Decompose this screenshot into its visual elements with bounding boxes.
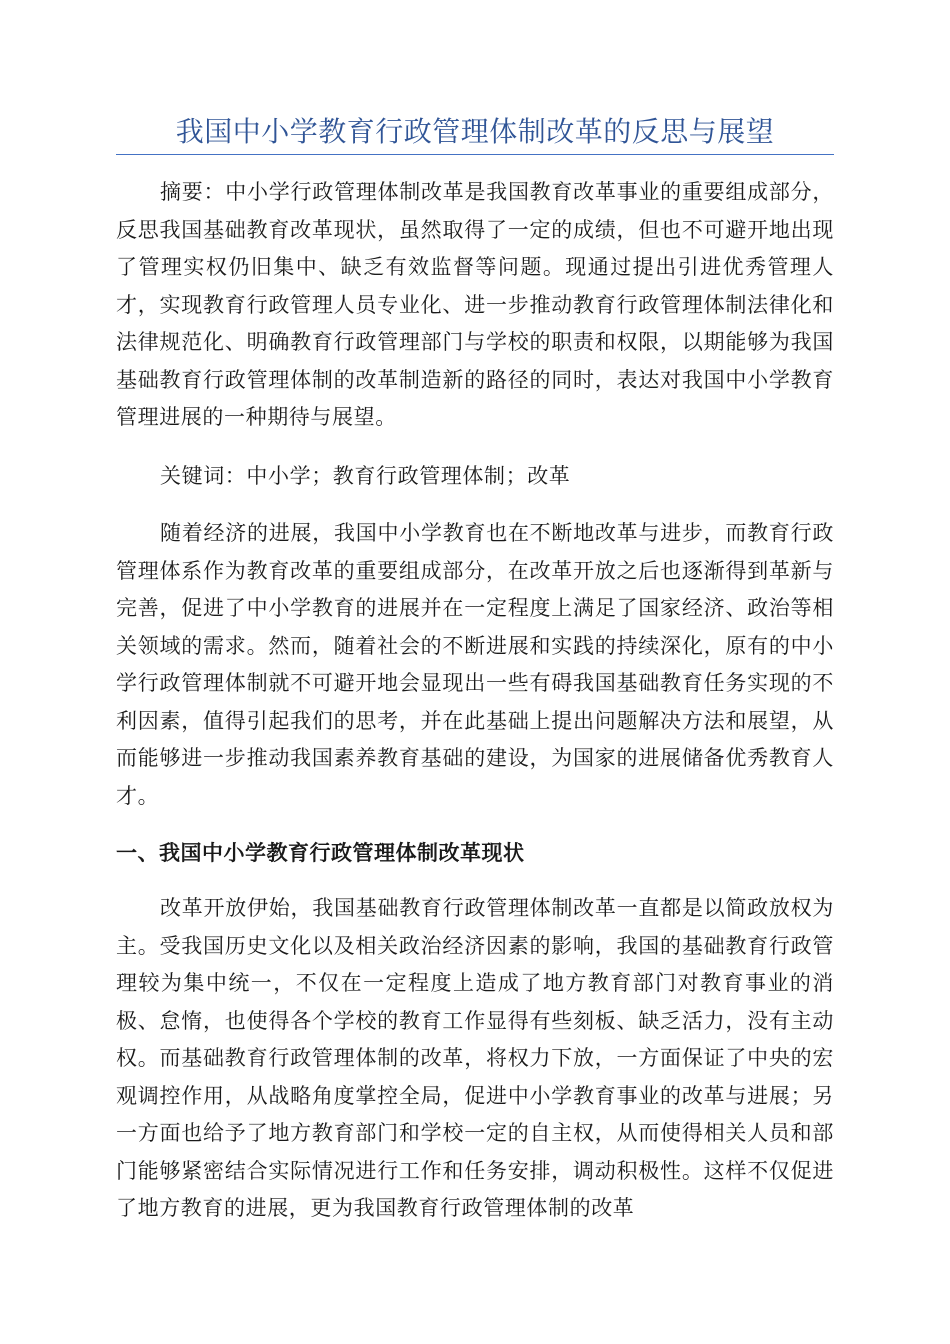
abstract-paragraph: 摘要：中小学行政管理体制改革是我国教育改革事业的重要组成部分，反思我国基础教育改革现状，虽然取得了一定的成绩，但也不可避开地出现了管理实权仍旧集中、缺乏有效监督等问题。现通过提出引进优秀管理人才，实现教育行政管理人员专业化、进一步推动教育行政管理体制法律化和法律规范化、明确教育行政管理部门与学校的职责和权限，以期能够为我国基础教育行政管理体制的改革制造新的路径的同时，表达对我国中小学教育管理进展的一种期待与展望。	[116, 180, 834, 429]
title-underline	[116, 154, 834, 155]
section-heading-1: 一、我国中小学教育行政管理体制改革现状	[116, 841, 525, 865]
intro-paragraph: 随着经济的进展，我国中小学教育也在不断地改革与进步，而教育行政管理体系作为教育改革的重要组成部分，在改革开放之后也逐渐得到革新与完善，促进了中小学教育的进展并在一定程度上满足了国家经济、政治等相关领域的需求。然而，随着社会的不断进展和实践的持续深化，原有的中小学行政管理体制就不可避开地会显现出一些有碍我国基础教育任务实现的不利因素，值得引起我们的思考，并在此基础上提出问题解决方法和展望，从而能够进一步推动我国素养教育基础的建设，为国家的进展储备优秀教育人才。	[116, 521, 834, 808]
section-1-paragraph: 改革开放伊始，我国基础教育行政管理体制改革一直都是以简政放权为主。受我国历史文化以及相关政治经济因素的影响，我国的基础教育行政管理较为集中统一，不仅在一定程度上造成了地方教育部门对教育事业的消极、怠惰，也使得各个学校的教育工作显得有些刻板、缺乏活力，没有主动权。而基础教育行政管理体制的改革，将权力下放，一方面保证了中央的宏观调控作用，从战略角度掌控全局，促进中小学教育事业的改革与进展；另一方面也给予了地方教育部门和学校一定的自主权，从而使得相关人员和部门能够紧密结合实际情况进行工作和任务安排，调动积极性。这样不仅促进了地方教育的进展，更为我国教育行政管理体制的改革	[116, 896, 834, 1220]
document-title: 我国中小学教育行政管理体制改革的反思与展望	[175, 115, 775, 148]
keywords-paragraph: 关键词：中小学；教育行政管理体制；改革	[160, 464, 571, 488]
